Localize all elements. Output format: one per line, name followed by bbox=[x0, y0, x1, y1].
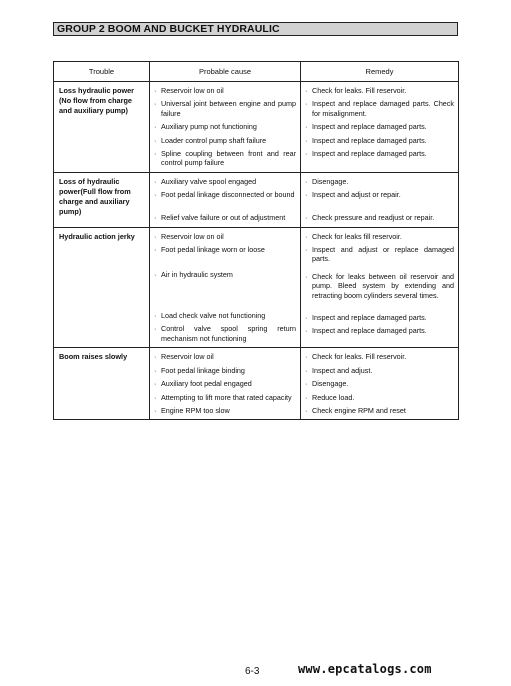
cause-item: · Foot pedal linkage worn or loose bbox=[154, 245, 296, 262]
section-title: GROUP 2 BOOM AND BUCKET HYDRAULIC bbox=[53, 22, 458, 36]
probable-cause-cell bbox=[150, 172, 301, 227]
remedy-item: · Check for leaks between oil reservoir and pump. Bleed system by extending and retracting boom cylinders several times. bbox=[305, 272, 454, 308]
trouble-cell: Loss hydraulic power (No flow from charge and auxiliary pump) bbox=[54, 82, 150, 173]
remedy-cell bbox=[301, 82, 459, 173]
cause-item: · Foot pedal linkage binding bbox=[154, 366, 296, 375]
probable-cause-cell bbox=[150, 82, 301, 173]
remedy-item: · Check engine RPM and reset bbox=[305, 406, 454, 415]
header-trouble: Trouble bbox=[54, 62, 150, 82]
table-header-row bbox=[54, 62, 459, 82]
cause-item: · Relief valve failure or out of adjustment bbox=[154, 213, 296, 222]
table-row bbox=[54, 172, 459, 227]
page-number: 6-3 bbox=[245, 666, 260, 677]
cause-item: · Reservoir low on oil bbox=[154, 86, 296, 95]
remedy-item: · Check for leaks fill reservoir. bbox=[305, 232, 454, 241]
table-row bbox=[54, 82, 459, 173]
cause-item: · Control valve spool spring return mechanism not functioning bbox=[154, 324, 296, 343]
remedy-item: · Inspect and adjust or replace damaged parts. bbox=[305, 245, 454, 264]
troubleshooting-table bbox=[53, 61, 459, 420]
probable-cause-cell bbox=[150, 348, 301, 420]
remedy-cell bbox=[301, 227, 459, 348]
cause-item: · Attempting to lift more that rated capacity bbox=[154, 393, 296, 402]
remedy-item: · Inspect and replace damaged parts. bbox=[305, 122, 454, 131]
header-remedy: Remedy bbox=[301, 62, 459, 82]
cause-item: · Spline coupling between front and rear control pump failure bbox=[154, 149, 296, 168]
trouble-cell: Hydraulic action jerky bbox=[54, 227, 150, 348]
trouble-cell: Loss of hydraulic power(Full flow from charge and auxiliary pump) bbox=[54, 172, 150, 227]
remedy-item: · Inspect and replace damaged parts. bbox=[305, 149, 454, 158]
remedy-item: · Inspect and replace damaged parts. Check for misalignment. bbox=[305, 99, 454, 118]
cause-item: · Auxiliary valve spool engaged bbox=[154, 177, 296, 186]
remedy-item: · Inspect and replace damaged parts. bbox=[305, 136, 454, 145]
cause-item: · Foot pedal linkage disconnected or bound bbox=[154, 190, 296, 207]
remedy-item: · Disengage. bbox=[305, 379, 454, 388]
remedy-cell bbox=[301, 348, 459, 420]
remedy-item: · Inspect and replace damaged parts. bbox=[305, 313, 454, 322]
cause-item: · Reservoir low on oil bbox=[154, 232, 296, 241]
cause-item: · Engine RPM too slow bbox=[154, 406, 296, 415]
cause-item: · Load check valve not functioning bbox=[154, 311, 296, 320]
remedy-item: · Inspect and replace damaged parts. bbox=[305, 326, 454, 335]
trouble-cell: Boom raises slowly bbox=[54, 348, 150, 420]
watermark-url: www.epcatalogs.com bbox=[298, 662, 432, 676]
remedy-item: · Check pressure and readjust or repair. bbox=[305, 213, 454, 222]
remedy-item: · Check for leaks. Fill reservoir. bbox=[305, 86, 454, 95]
remedy-item: · Inspect and adjust or repair. bbox=[305, 190, 454, 207]
remedy-cell bbox=[301, 172, 459, 227]
header-probable-cause: Probable cause bbox=[150, 62, 301, 82]
cause-item: · Auxiliary pump not functioning bbox=[154, 122, 296, 131]
remedy-item: · Reduce load. bbox=[305, 393, 454, 402]
remedy-item: · Inspect and adjust. bbox=[305, 366, 454, 375]
table-row bbox=[54, 348, 459, 420]
remedy-item: · Check for leaks. Fill reservoir. bbox=[305, 352, 454, 361]
cause-item: · Loader control pump shaft failure bbox=[154, 136, 296, 145]
probable-cause-cell bbox=[150, 227, 301, 348]
cause-item: · Auxiliary foot pedal engaged bbox=[154, 379, 296, 388]
table-row bbox=[54, 227, 459, 348]
cause-item: · Universal joint between engine and pump failure bbox=[154, 99, 296, 118]
cause-item: · Air in hydraulic system bbox=[154, 270, 296, 306]
cause-item: · Reservoir low oil bbox=[154, 352, 296, 361]
remedy-item: · Disengage. bbox=[305, 177, 454, 186]
